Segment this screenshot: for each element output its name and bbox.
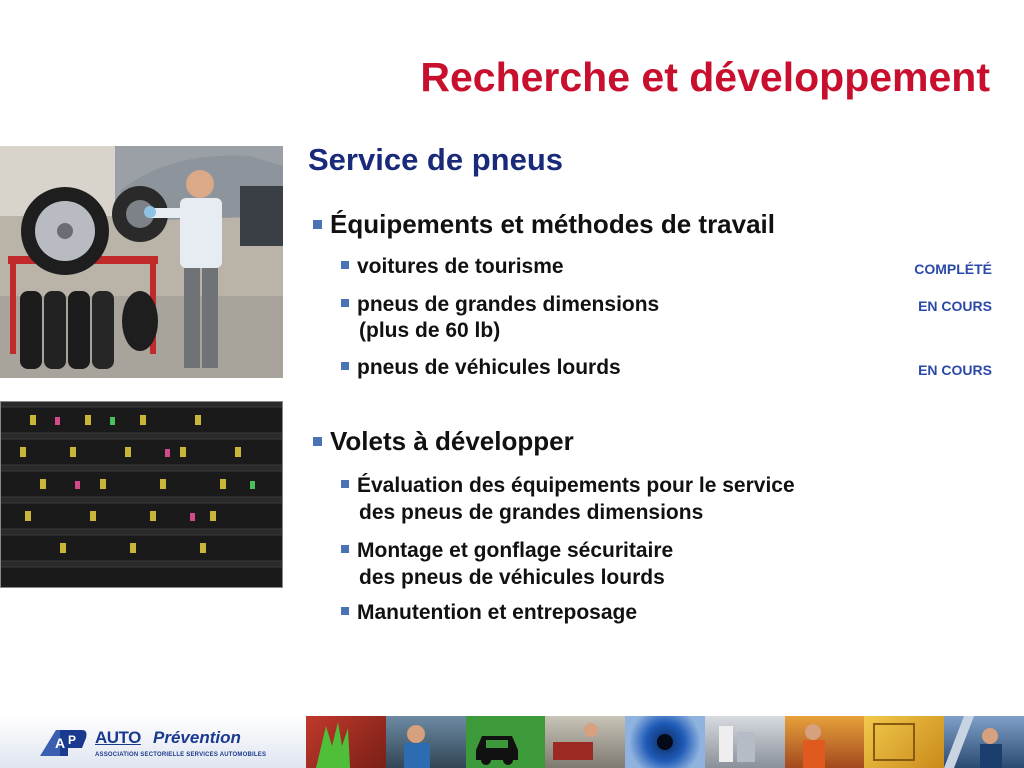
list-item: pneus de grandes dimensions (plus de 60 lb) xyxy=(341,292,659,344)
svg-text:A: A xyxy=(55,735,66,751)
bullet-marker xyxy=(341,545,349,553)
status-badge: EN COURS xyxy=(918,298,992,314)
status-badge: COMPLÉTÉ xyxy=(914,261,992,277)
bullet-marker xyxy=(341,261,349,269)
autoprevention-logo-icon xyxy=(38,728,88,758)
slide-title: Recherche et développement xyxy=(420,54,990,100)
list-item: pneus de véhicules lourds xyxy=(341,356,621,380)
footer-photo-lab xyxy=(705,716,785,768)
svg-text:P: P xyxy=(68,733,77,747)
footer-photo-panel xyxy=(864,716,944,768)
footer-photo-workshop xyxy=(545,716,625,768)
section-equipment-heading: Équipements et méthodes de travail xyxy=(313,209,775,240)
footer-photo-gloves xyxy=(306,716,386,768)
logo-auto-text: AUTO xyxy=(95,728,141,747)
logo-prevention-text: Prévention xyxy=(153,728,241,747)
bullet-marker xyxy=(341,480,349,488)
footer-photo-mechanic xyxy=(386,716,466,768)
bullet-marker xyxy=(313,220,322,229)
footer-photo-strip xyxy=(306,716,1024,768)
bullet-marker xyxy=(341,362,349,370)
bullet-marker xyxy=(341,299,349,307)
status-badge: EN COURS xyxy=(918,362,992,378)
list-item: voitures de tourisme xyxy=(341,255,564,279)
section-development-heading: Volets à développer xyxy=(313,426,574,457)
bullet-marker xyxy=(313,437,322,446)
list-item: Montage et gonflage sécuritaire des pneus de véhicules lourds xyxy=(341,537,673,591)
list-item: Manutention et entreposage xyxy=(341,601,637,625)
slide-subtitle: Service de pneus xyxy=(308,142,564,177)
footer-photo-eye xyxy=(625,716,705,768)
footer-photo-car-icon xyxy=(466,716,546,768)
footer-banner xyxy=(0,716,1024,768)
footer-photo-technician xyxy=(944,716,1024,768)
bullet-marker xyxy=(341,607,349,615)
tire-technician-photo xyxy=(0,146,283,378)
footer-photo-worker xyxy=(785,716,865,768)
list-item: Évaluation des équipements pour le service des pneus de grandes dimensions xyxy=(341,472,795,526)
tire-rack-photo xyxy=(0,401,283,588)
logo-tagline: ASSOCIATION SECTORIELLE SERVICES AUTOMOBILES xyxy=(95,752,267,758)
autoprevention-logo xyxy=(0,716,306,768)
